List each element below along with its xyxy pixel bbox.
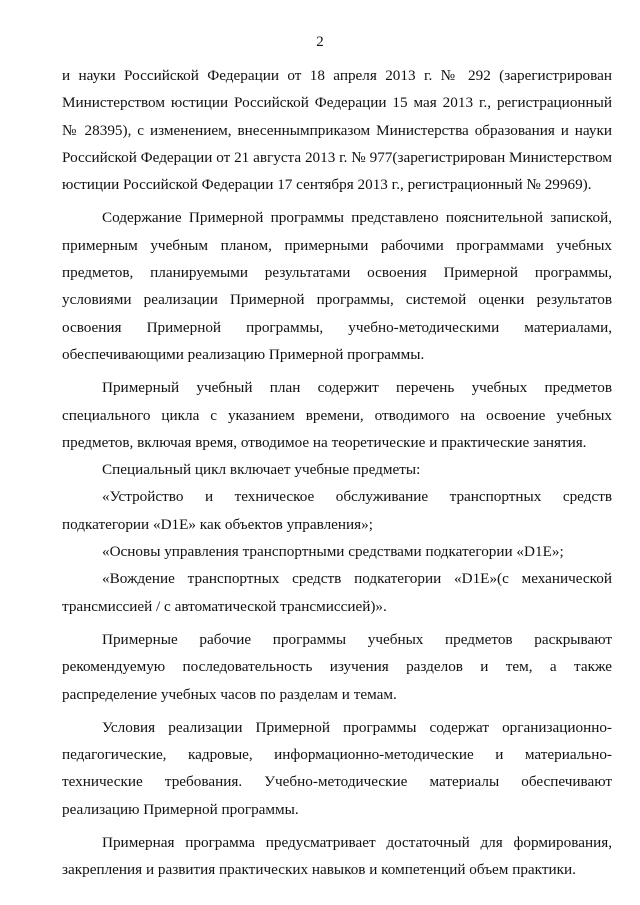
page-number: 2 — [316, 34, 324, 50]
paragraph-work-programs: Примерные рабочие программы учебных предметов раскрывают рекомендуемую последовательность изучения разделов и тем, а также распределение учебных часов по разделам и темам. — [62, 630, 612, 703]
paragraph-subject-control-basics: «Основы управления транспортными средствами подкатегории «D1E»; — [102, 543, 564, 561]
paragraph-special-cycle: Специальный цикл включает учебные предметы: — [102, 461, 421, 479]
paragraph-order-reference: и науки Российской Федерации от 18 апреля 2013 г. № 292 (зарегистрирован Министерством юстиции Российской Федерации 15 мая 2013 г., регистрационный № 28395), с изменением, внесеннымприказом Министерства образования и науки Российской Федерации от 21 августа 2013 г. № 977(зарегистрирован Министерством юстиции Российской Федерации 17 сентября 2013 г., регистрационный № 29969). — [62, 67, 612, 194]
paragraph-practice: Примерная программа предусматривает достаточный для формирования, закрепления и развития практических навыков и компетенций объем практики. — [62, 834, 612, 879]
paragraph-implementation-conditions: Условия реализации Примерной программы содержат организационно-педагогические, кадровые, информационно-методические и материально-технические требования. Учебно-методические материалы обеспечивают реализацию Примерной программы. — [62, 718, 612, 818]
paragraph-subject-driving: «Вождение транспортных средств подкатегории «D1E»(с механической трансмиссией / с автоматической трансмиссией)». — [62, 570, 612, 615]
paragraph-subject-maintenance: «Устройство и техническое обслуживание транспортных средств подкатегории «D1E» как объектов управления»; — [62, 488, 612, 533]
document-body — [62, 62, 612, 884]
paragraph-program-content: Содержание Примерной программы представлено пояснительной запиской, примерным учебным планом, примерными рабочими программами учебных предметов, планируемыми результатами освоения Примерной программы, условиями реализации Примерной программы, системой оценки результатов освоения Примерной программы, учебно-методическими материалами, обеспечивающими реализацию Примерной программы. — [62, 209, 612, 363]
paragraph-curriculum: Примерный учебный план содержит перечень учебных предметов специального цикла с указанием времени, отводимого на освоение учебных предметов, включая время, отводимое на теоретические и практические занятия. — [62, 379, 612, 451]
